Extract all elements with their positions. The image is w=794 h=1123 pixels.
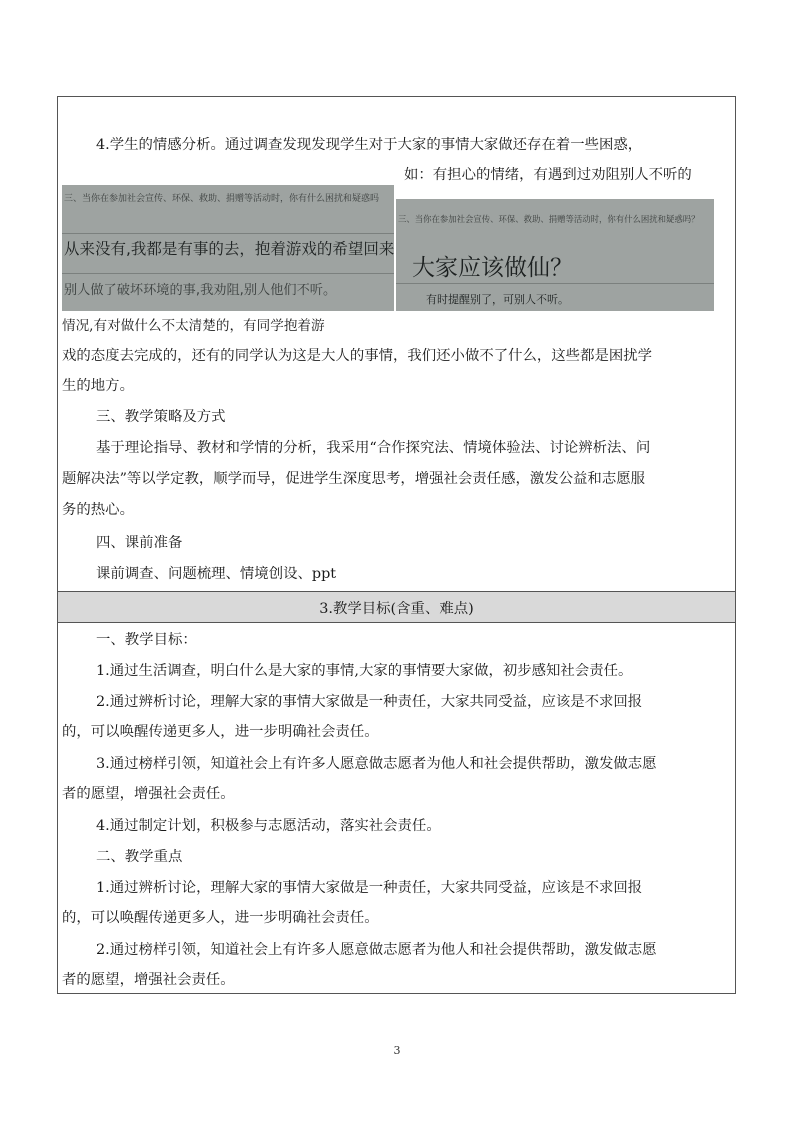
paragraph-emotion-cont-4: 生的地方。 bbox=[62, 378, 134, 394]
paragraph-emotion-cont-2: 情况,有对做什么不太清楚的，有同学抱着游 bbox=[62, 318, 325, 334]
survey-photo-left bbox=[62, 185, 394, 311]
page-number: 3 bbox=[393, 1044, 401, 1057]
handwritten-answer-right-2: 有时提醒别了，可别人不听。 bbox=[426, 293, 569, 306]
goal-2-line-2: 的，可以唤醒传递更多人，进一步明确社会责任。 bbox=[62, 724, 379, 740]
paragraph-strategy-3: 务的热心。 bbox=[62, 502, 134, 518]
goal-3-line-1: 3.通过榜样引领，知道社会上有许多人愿意做志愿者为他人和社会提供帮助，激发做志愿 bbox=[96, 756, 657, 772]
survey-question-right: 三、当你在参加社会宣传、环保、救助、捐赠等活动时，你有什么困扰和疑惑吗？ bbox=[398, 214, 700, 224]
paragraph-emotion-cont-3: 戏的态度去完成的，还有的同学认为这是大人的事情，我们还小做不了什么，这些都是困扰学 bbox=[62, 348, 653, 364]
handwritten-answer-left-2: 别人做了破坏环境的事,我劝阻,别人他们不听。 bbox=[64, 283, 337, 298]
heading-class-preparation: 四、课前准备 bbox=[96, 535, 183, 551]
paragraph-emotion-analysis: 4.学生的情感分析。通过调查发现发现学生对于大家的事情大家做还存在着一些困惑， bbox=[96, 137, 643, 153]
key-point-1-line-1: 1.通过辨析讨论，理解大家的事情大家做是一种责任，大家共同受益，应该是不求回报 bbox=[96, 880, 643, 896]
content-box bbox=[57, 96, 736, 994]
handwritten-answer-right-1: 大家应该做仙？ bbox=[412, 255, 573, 281]
goal-2-line-1: 2.通过辨析讨论，理解大家的事情大家做是一种责任，大家共同受益，应该是不求回报 bbox=[96, 694, 643, 710]
key-point-2-line-2: 者的愿望，增强社会责任。 bbox=[62, 972, 235, 988]
paragraph-strategy-2: 题解决法”等以学定教，顺学而导，促进学生深度思考，增强社会责任感，激发公益和志愿服 bbox=[62, 471, 645, 487]
heading-teaching-key-points: 二、教学重点 bbox=[96, 849, 183, 865]
heading-teaching-goals: 一、教学目标： bbox=[96, 632, 197, 648]
survey-photo-right bbox=[396, 199, 714, 311]
paragraph-strategy-1: 基于理论指导、教材和学情的分析，我采用“合作探究法、情境体验法、讨论辨析法、问 bbox=[96, 440, 651, 456]
goal-1: 1.通过生活调查，明白什么是大家的事情,大家的事情要大家做，初步感知社会责任。 bbox=[96, 663, 633, 679]
heading-teaching-strategy: 三、教学策略及方式 bbox=[96, 409, 226, 425]
ruled-line bbox=[62, 273, 394, 274]
ruled-line bbox=[396, 283, 714, 284]
section-3-title: 3.教学目标(含重、难点) bbox=[319, 600, 474, 617]
goal-4: 4.通过制定计划，积极参与志愿活动，落实社会责任。 bbox=[96, 818, 441, 834]
survey-question-left: 三、当你在参加社会宣传、环保、救助、捐赠等活动时，你有什么困扰和疑惑吗 bbox=[64, 194, 380, 204]
section-3-header bbox=[58, 591, 735, 623]
paragraph-emotion-cont: 如：有担心的情绪，有遇到过劝阻别人不听的 bbox=[404, 167, 692, 183]
key-point-1-line-2: 的，可以唤醒传递更多人，进一步明确社会责任。 bbox=[62, 910, 379, 926]
goal-3-line-2: 者的愿望，增强社会责任。 bbox=[62, 786, 235, 802]
ruled-line bbox=[62, 233, 394, 234]
key-point-2-line-1: 2.通过榜样引领，知道社会上有许多人愿意做志愿者为他人和社会提供帮助，激发做志愿 bbox=[96, 942, 657, 958]
handwritten-answer-left-1: 从来没有,我都是有事的去，抱着游戏的希望回来 bbox=[64, 240, 394, 258]
paragraph-preparation: 课前调查、问题梳理、情境创设、ppt bbox=[96, 566, 337, 582]
